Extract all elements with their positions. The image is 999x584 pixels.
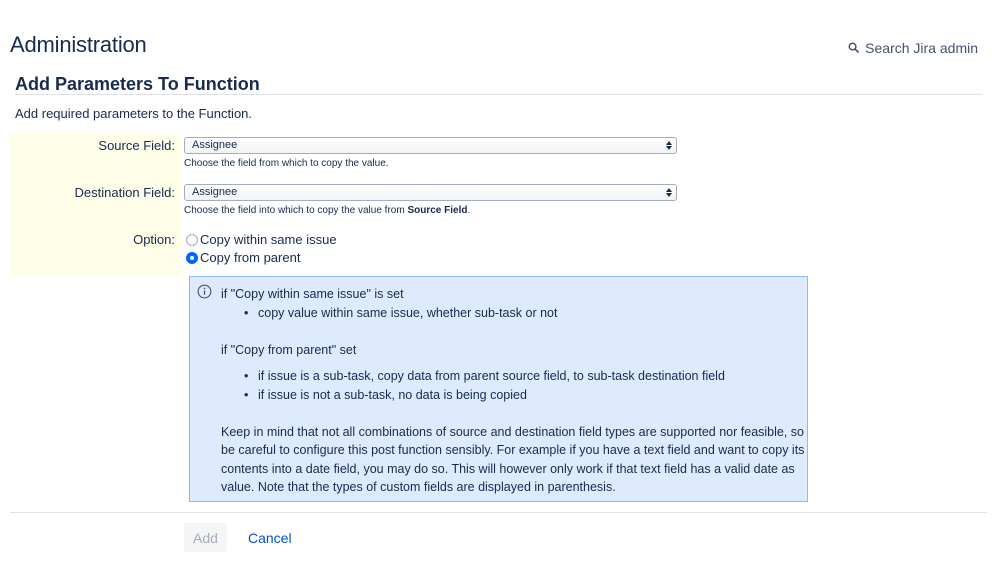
cancel-link[interactable]: Cancel	[248, 530, 292, 546]
source-field-value: Assignee	[192, 139, 238, 151]
info-heading-same-issue: if "Copy within same issue" is set	[221, 287, 404, 301]
destination-field-label: Destination Field:	[74, 185, 175, 200]
destination-field-value: Assignee	[192, 186, 238, 198]
source-field-select[interactable]	[184, 137, 677, 154]
info-paragraph: Keep in mind that not all combinations of source and destination field types are supported nor feasible, so be careful to configure this post function sensibly. For example if you have a text field and want to copy its contents into a date field, you may do so. This will however only work if that text field has a valid date as value. Note that the types of custom fields are displayed in parenthesis.	[221, 424, 805, 494]
radio-label: Copy from parent	[200, 250, 301, 265]
destination-field-help: Choose the field into which to copy the value from Source Field.	[184, 205, 471, 216]
radio-label: Copy within same issue	[200, 232, 337, 247]
page-title: Administration	[10, 32, 147, 57]
info-heading-from-parent: if "Copy from parent" set	[221, 342, 357, 357]
source-field-label: Source Field:	[98, 138, 175, 153]
select-arrows-icon	[666, 139, 672, 152]
intro-text: Add required parameters to the Function.	[15, 106, 253, 121]
search-label: Search Jira admin	[865, 40, 978, 56]
title-divider	[15, 94, 982, 95]
source-field-help: Choose the field from which to copy the value.	[184, 158, 389, 169]
search-icon	[848, 40, 859, 56]
search-jira-admin-link[interactable]	[848, 40, 978, 56]
info-list-from-parent	[258, 367, 805, 404]
radio-button[interactable]	[186, 234, 198, 246]
info-icon	[197, 284, 212, 299]
destination-field-select[interactable]	[184, 184, 677, 201]
list-item: • if issue is a sub-task, copy data from parent source field, to sub-task destination field	[258, 367, 805, 386]
info-panel	[189, 276, 808, 502]
radio-button-checked[interactable]	[186, 252, 198, 264]
list-item: • copy value within same issue, whether sub-task or not	[258, 304, 805, 323]
add-button[interactable]: Add	[184, 523, 227, 552]
radio-copy-from-parent[interactable]	[186, 250, 300, 265]
info-list-same-issue	[258, 304, 805, 323]
label-column	[10, 134, 181, 277]
section-title: Add Parameters To Function	[15, 74, 260, 94]
list-item: • if issue is not a sub-task, no data is being copied	[258, 386, 805, 405]
option-label: Option:	[133, 232, 175, 247]
select-arrows-icon	[666, 186, 672, 199]
footer-divider	[10, 512, 987, 513]
radio-copy-within-same-issue[interactable]	[186, 232, 337, 247]
